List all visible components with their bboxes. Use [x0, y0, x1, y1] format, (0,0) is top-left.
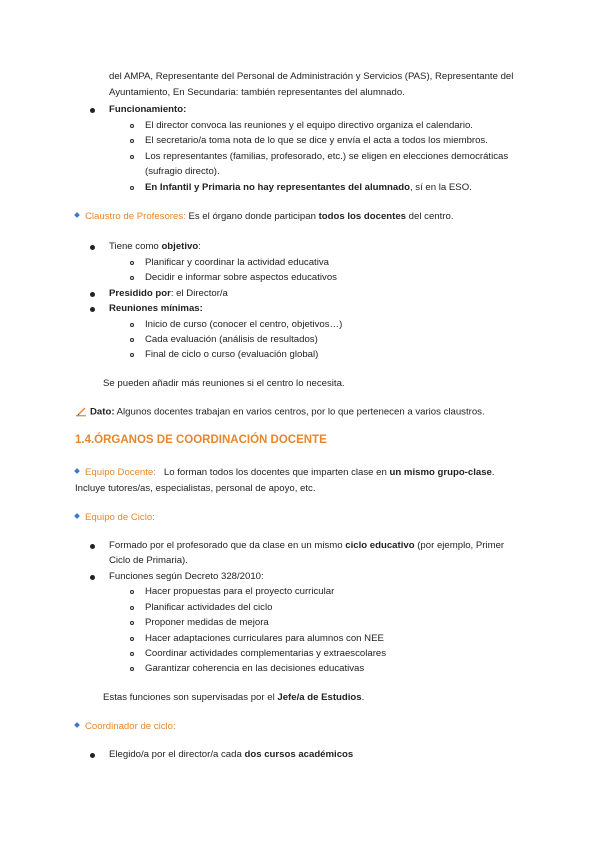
text: Elegido/a por el director/a cada [109, 749, 245, 760]
list-item: Planificar y coordinar la actividad educativa [145, 257, 329, 268]
circle-bullet-icon [130, 590, 134, 594]
list-item: Garantizar coherencia en las decisiones educativas [145, 663, 365, 674]
list-item: Planificar actividades del ciclo [145, 602, 273, 613]
circle-bullet-icon [130, 606, 134, 610]
text: (por ejemplo, Primer [414, 540, 505, 551]
text: : [198, 241, 201, 252]
text: Lo forman todos los docentes que imparten clase en [155, 467, 390, 478]
funcionamiento-label: Funcionamiento: [109, 104, 187, 115]
dato-label: Dato: [90, 406, 115, 418]
equipo-docente-line [75, 467, 495, 479]
paragraph-line: Incluye tutores/as, especialistas, personal de apoyo, etc. [75, 483, 316, 494]
bold-text: dos cursos académicos [244, 749, 354, 760]
list-item: Funciones según Decreto 328/2010: [109, 571, 264, 582]
bold-text: todos los docentes [318, 211, 407, 222]
paragraph-line: Ayuntamiento, En Secundaria: también representantes del alumnado. [109, 87, 405, 98]
list-item: Inicio de curso (conocer el centro, objetivos…) [145, 319, 343, 330]
list-item: Cada evaluación (análisis de resultados) [145, 334, 318, 345]
list-item: El secretario/a toma nota de lo que se dice y envía el acta a todos los miembros. [145, 135, 488, 146]
circle-bullet-icon [130, 652, 134, 656]
list-item [109, 288, 228, 300]
list-item [109, 540, 504, 552]
bold-text: Jefe/a de Estudios [277, 692, 362, 703]
text: Algunos docentes trabajan en varios centros, por lo que pertenecen a varios claustros. [114, 406, 485, 418]
reuniones-label: Reuniones mínimas: [109, 303, 203, 314]
text: Estas funciones son supervisadas por el [103, 692, 278, 703]
list-item: Proponer medidas de mejora [145, 617, 269, 628]
circle-bullet-icon [130, 139, 134, 143]
text: : el Director/a [170, 288, 228, 299]
circle-bullet-icon [130, 338, 134, 342]
circle-bullet-icon [130, 323, 134, 327]
bold-text: Presidido por [109, 288, 171, 299]
equipo-ciclo-line [75, 512, 155, 524]
pencil-icon [75, 405, 87, 417]
list-item: Los representantes (familias, profesorado, etc.) se eligen en elecciones democráticas [145, 151, 509, 162]
equipo-docente-title: Equipo Docente: [85, 467, 156, 478]
text: Formado por el profesorado que da clase en un mismo [109, 540, 346, 551]
list-item: Decidir e informar sobre aspectos educativos [145, 272, 337, 283]
text: Es el órgano donde participan [185, 211, 319, 222]
bullet-icon [90, 307, 95, 312]
circle-bullet-icon [130, 186, 134, 190]
bullet-icon [90, 544, 95, 549]
bold-text: objetivo [161, 241, 199, 252]
claustro-title: Claustro de Profesores: [85, 211, 186, 222]
text: , sí en la ESO. [409, 182, 472, 193]
circle-bullet-icon [130, 621, 134, 625]
list-item: Coordinar actividades complementarias y extraescolares [145, 648, 387, 659]
section-heading: 1.4.ÓRGANOS DE COORDINACIÓN DOCENTE [75, 434, 327, 446]
blue-diamond-icon [74, 514, 80, 520]
list-item [145, 182, 472, 194]
bullet-icon [90, 108, 95, 113]
circle-bullet-icon [130, 261, 134, 265]
blue-diamond-icon [74, 723, 80, 729]
blue-diamond-icon [74, 469, 80, 475]
text: del centro. [406, 211, 454, 222]
circle-bullet-icon [130, 667, 134, 671]
blue-diamond-icon [74, 213, 80, 219]
list-item-continuation: (sufragio directo). [145, 166, 220, 177]
list-item: El director convoca las reuniones y el equipo directivo organiza el calendario. [145, 120, 473, 131]
circle-bullet-icon [130, 637, 134, 641]
circle-bullet-icon [130, 276, 134, 280]
text: . [361, 692, 365, 703]
bullet-icon [90, 292, 95, 297]
coordinador-line [75, 721, 176, 733]
list-item-continuation: Ciclo de Primaria). [109, 555, 188, 566]
list-item: Hacer adaptaciones curriculares para alumnos con NEE [145, 633, 384, 644]
bold-text: un mismo grupo-clase [389, 467, 492, 478]
coordinador-title: Coordinador de ciclo: [85, 721, 176, 732]
claustro-note: Se pueden añadir más reuniones si el centro lo necesita. [103, 378, 345, 389]
bold-text: En Infantil y Primaria no hay representantes del alumnado [145, 182, 410, 193]
equipo-ciclo-note [103, 692, 364, 704]
list-item [109, 241, 201, 253]
claustro-line [75, 211, 453, 223]
dato-line [75, 406, 485, 419]
paragraph-line: del AMPA, Representante del Personal de Administración y Servicios (PAS), Representante del [109, 71, 514, 82]
circle-bullet-icon [130, 353, 134, 357]
text: Tiene como [109, 241, 162, 252]
bullet-icon [90, 575, 95, 580]
equipo-ciclo-title: Equipo de Ciclo: [85, 512, 155, 523]
list-item [109, 749, 353, 761]
text: . [491, 467, 495, 478]
bullet-icon [90, 753, 95, 758]
list-item: Final de ciclo o curso (evaluación global) [145, 349, 319, 360]
list-item: Hacer propuestas para el proyecto curricular [145, 586, 335, 597]
bold-text: ciclo educativo [345, 540, 415, 551]
bullet-icon [90, 245, 95, 250]
circle-bullet-icon [130, 155, 134, 159]
circle-bullet-icon [130, 124, 134, 128]
